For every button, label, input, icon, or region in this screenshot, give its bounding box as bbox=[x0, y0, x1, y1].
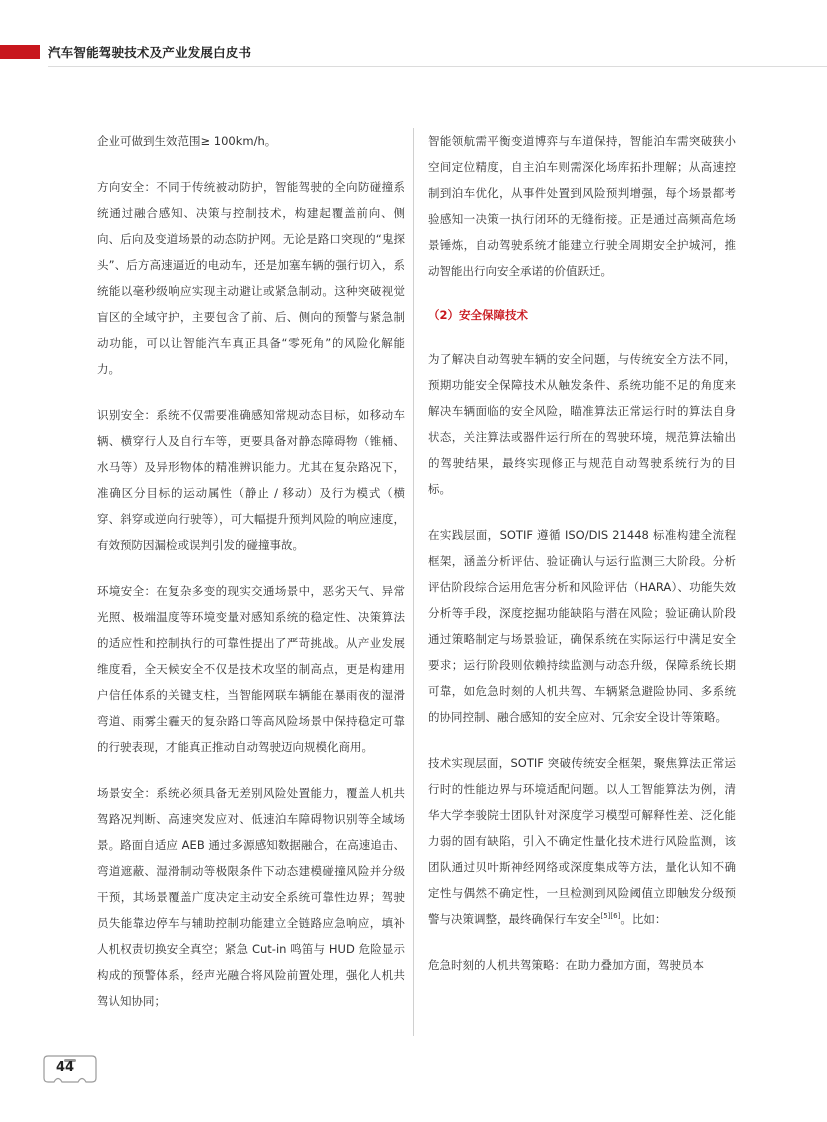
column-divider bbox=[413, 128, 414, 1036]
paragraph-scenario-continued: 智能领航需平衡变道博弈与车道保持，智能泊车需突破狭小空间定位精度，自主泊车则需深化场库拓扑理解；从高速控制到泊车优化，从事件处置到风险预判增强，每个场景都考验感知一决策一执行闭环的无缝衔接。正是通过高频高危场景锤炼，自动驾驶系统才能建立行驶全周期安全护城河，推动智能出行向安全承诺的价值跃迁。 bbox=[428, 134, 736, 278]
paragraph-human-machine-strategy: 危急时刻的人机共驾策略：在助力叠加方面，驾驶员本 bbox=[428, 958, 704, 972]
paragraph-recognition-safety: 识别安全：系统不仅需要准确感知常规动态目标，如移动车辆、横穿行人及自行车等，更要具备对静态障碍物（锥桶、水马等）及异形物体的精准辨识能力。尤其在复杂路况下，准确区分目标的运动属性（静止 / 移动）及行为模式（横穿、斜穿或逆向行驶等），可大幅提升预判风险的响应速度，有效预防因漏检或误判引发的碰撞事故。 bbox=[97, 408, 405, 552]
header-rule bbox=[48, 66, 827, 67]
page-number-badge bbox=[42, 1054, 98, 1084]
citation-reference: [5][6] bbox=[600, 912, 621, 921]
paragraph-speed-range: 企业可做到生效范围≥ 100km/h。 bbox=[97, 134, 277, 148]
page-number: 44 bbox=[56, 1060, 75, 1075]
paragraph-text: 技术实现层面，SOTIF 突破传统安全框架，聚焦算法正常运行时的性能边界与环境适配问题。以人工智能算法为例，清华大学李骏院士团队针对深度学习模型可解释性差、泛化能力弱的固有缺陷，引入不确定性量化技术进行风险监测，该团队通过贝叶斯神经网络或深度集成等方法，量化认知不确定性与偶然不确定性，一旦检测到风险阈值立即触发分级预警与决策调整，最终确保行车安全 bbox=[428, 756, 736, 926]
running-header-title: 汽车智能驾驶技术及产业发展白皮书 bbox=[48, 45, 252, 60]
paragraph-directional-safety: 方向安全：不同于传统被动防护，智能驾驶的全向防碰撞系统通过融合感知、决策与控制技术，构建起覆盖前向、侧向、后向及变道场景的动态防护网。无论是路口突现的“鬼探头”、后方高速逼近的电动车，还是加塞车辆的强行切入，系统能以毫秒级响应实现主动避让或紧急制动。这种突破视觉盲区的全域守护，主要包含了前、后、侧向的预警与紧急制动功能，可以让智能汽车真正具备“零死角”的风险化解能力。 bbox=[97, 180, 405, 376]
section-heading: （2）安全保障技术 bbox=[428, 308, 529, 322]
left-column bbox=[97, 128, 405, 1014]
paragraph-sotif-technical bbox=[428, 750, 736, 932]
right-column bbox=[428, 128, 736, 978]
header-accent-bar bbox=[0, 45, 40, 59]
paragraph-tail: 。比如： bbox=[620, 912, 667, 926]
paragraph-scenario-safety: 场景安全：系统必须具备无差别风险处置能力，覆盖人机共驾路况判断、高速突发应对、低速泊车障碍物识别等全域场景。路面自适应 AEB 通过多源感知数据融合，在高速追击、弯道遮蔽、湿滑制动等极限条件下动态建模碰撞风险并分级干预，其场景覆盖广度决定主动安全系统可靠性边界；驾驶员失能靠边停车与辅助控制功能建立全链路应急响应，填补人机权责切换安全真空；紧急 Cut-in 鸣笛与 HUD 危险显示构成的预警体系，经声光融合将风险前置处理，强化人机共驾认知协同； bbox=[97, 786, 405, 1008]
paragraph-sotif-intro: 为了解决自动驾驶车辆的安全问题，与传统安全方法不同，预期功能安全保障技术从触发条件、系统功能不足的角度来解决车辆面临的安全风险，瞄准算法正常运行时的算法自身状态，关注算法或器件运行所在的驾驶环境，规范算法输出的驾驶结果，最终实现修正与规范自动驾驶系统行为的目标。 bbox=[428, 352, 736, 496]
paragraph-sotif-practice: 在实践层面，SOTIF 遵循 ISO/DIS 21448 标准构建全流程框架，涵盖分析评估、验证确认与运行监测三大阶段。分析评估阶段综合运用危害分析和风险评估（HARA）、功能失效分析等手段，深度挖掘功能缺陷与潜在风险；验证确认阶段通过策略制定与场景验证，确保系统在实际运行中满足安全要求；运行阶段则依赖持续监测与动态升级，保障系统长期可靠，如危急时刻的人机共驾、车辆紧急避险协同、多系统的协同控制、融合感知的安全应对、冗余安全设计等策略。 bbox=[428, 528, 736, 724]
paragraph-environment-safety: 环境安全：在复杂多变的现实交通场景中，恶劣天气、异常光照、极端温度等环境变量对感知系统的稳定性、决策算法的适应性和控制执行的可靠性提出了严苛挑战。从产业发展维度看，全天候安全不仅是技术攻坚的制高点，更是构建用户信任体系的关键支柱，当智能网联车辆能在暴雨夜的湿滑弯道、雨雾尘霾天的复杂路口等高风险场景中保持稳定可靠的行驶表现，才能真正推动自动驾驶迈向规模化商用。 bbox=[97, 584, 405, 754]
